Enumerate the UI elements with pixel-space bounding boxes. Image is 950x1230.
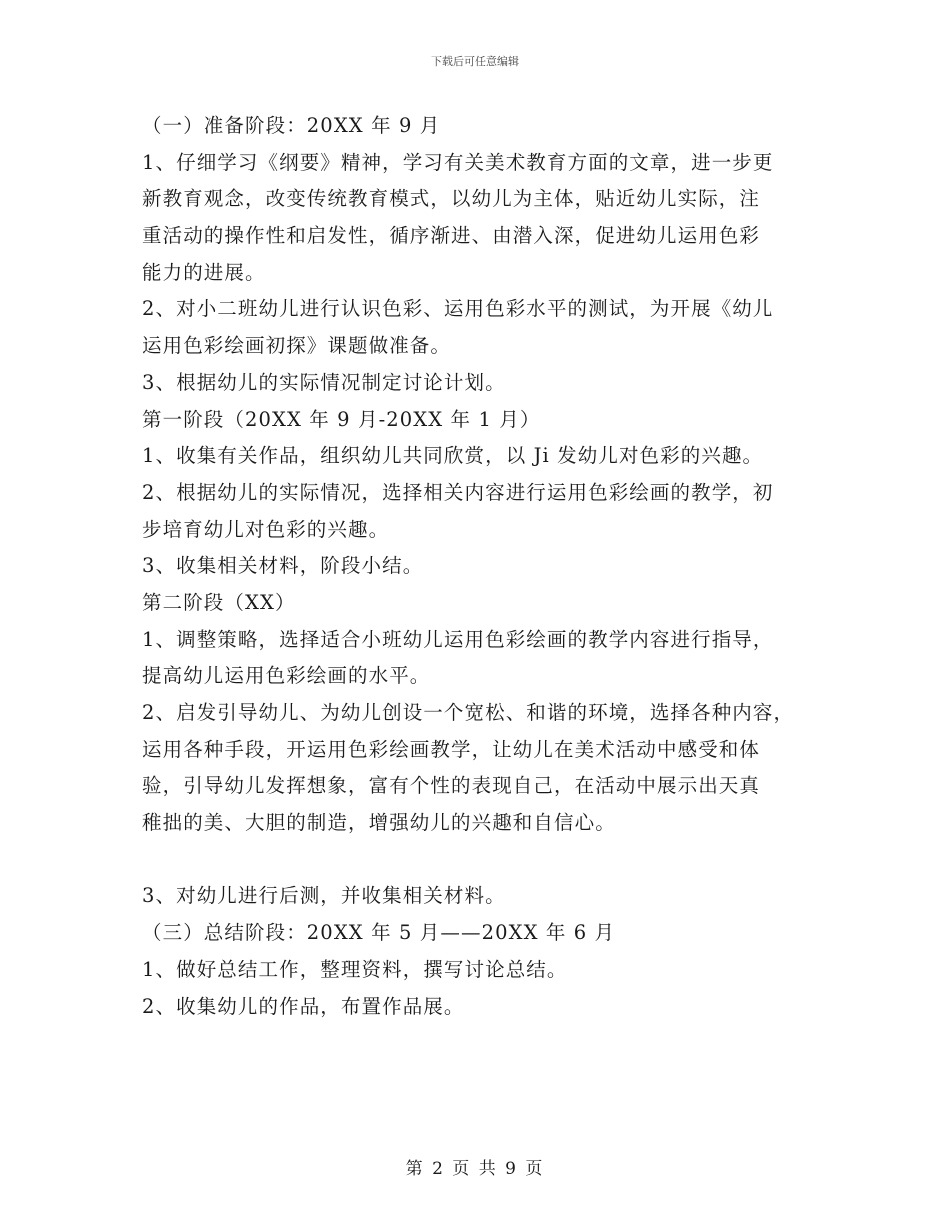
paragraph-line: 2、启发引导幼儿、为幼儿创设一个宽松、和谐的环境，选择各种内容， bbox=[142, 701, 795, 724]
paragraph-line: 新教育观念，改变传统教育模式，以幼儿为主体，贴近幼儿实际，注 bbox=[142, 187, 761, 211]
paragraph-line: 2、收集幼儿的作品，布置作品展。 bbox=[142, 994, 465, 1018]
paragraph-line: 3、收集相关材料，阶段小结。 bbox=[142, 554, 424, 578]
paragraph-line: 稚拙的美、大胆的制造，增强幼儿的兴趣和自信心。 bbox=[142, 811, 616, 835]
paragraph-line: 验，引导幼儿发挥想象，富有个性的表现自己，在活动中展示出天真 bbox=[142, 774, 761, 798]
paragraph-line: 2、对小二班幼儿进行认识色彩、运用色彩水平的测试，为开展《幼儿 bbox=[142, 297, 774, 321]
paragraph-line: 1、仔细学习《纲要》精神，学习有关美术教育方面的文章，进一步更 bbox=[142, 150, 774, 174]
paragraph-line: 1、收集有关作品，组织幼儿共同欣赏，以 Ji 发幼儿对色彩的兴趣。 bbox=[142, 444, 764, 468]
paragraph-line: 运用各种手段，开运用色彩绘画教学，让幼儿在美术活动中感受和体 bbox=[142, 737, 761, 761]
page-number: 第 2 页 共 9 页 bbox=[405, 1159, 545, 1179]
paragraph-line: 重活动的操作性和启发性，循序渐进、由潜入深，促进幼儿运用色彩 bbox=[142, 224, 761, 248]
document-body bbox=[142, 114, 822, 1031]
section-heading-stage-one: 第一阶段（20XX 年 9 月-20XX 年 1 月） bbox=[142, 407, 541, 431]
paragraph-line: 3、对幼儿进行后测，并收集相关材料。 bbox=[142, 884, 506, 908]
paragraph-line: 能力的进展。 bbox=[142, 260, 266, 284]
page-header: 下载后可任意编辑 bbox=[431, 55, 519, 68]
paragraph-line: 步培育幼儿对色彩的兴趣。 bbox=[142, 517, 390, 541]
section-heading-stage-two: 第二阶段（XX） bbox=[142, 590, 296, 614]
paragraph-line: 2、根据幼儿的实际情况，选择相关内容进行运用色彩绘画的教学，初 bbox=[142, 480, 774, 504]
section-heading-summary: （三）总结阶段：20XX 年 5 月——20XX 年 6 月 bbox=[142, 921, 616, 945]
paragraph-line: 提高幼儿运用色彩绘画的水平。 bbox=[142, 664, 431, 688]
section-heading-preparation: （一）准备阶段：20XX 年 9 月 bbox=[142, 114, 441, 137]
blank-line bbox=[142, 848, 822, 872]
paragraph-line: 1、做好总结工作，整理资料，撰写讨论总结。 bbox=[142, 957, 568, 981]
paragraph-line: 1、调整策略，选择适合小班幼儿运用色彩绘画的教学内容进行指导， bbox=[142, 627, 774, 651]
paragraph-line: 运用色彩绘画初探》课题做准备。 bbox=[142, 334, 452, 358]
paragraph-line: 3、根据幼儿的实际情况制定讨论计划。 bbox=[142, 370, 506, 394]
